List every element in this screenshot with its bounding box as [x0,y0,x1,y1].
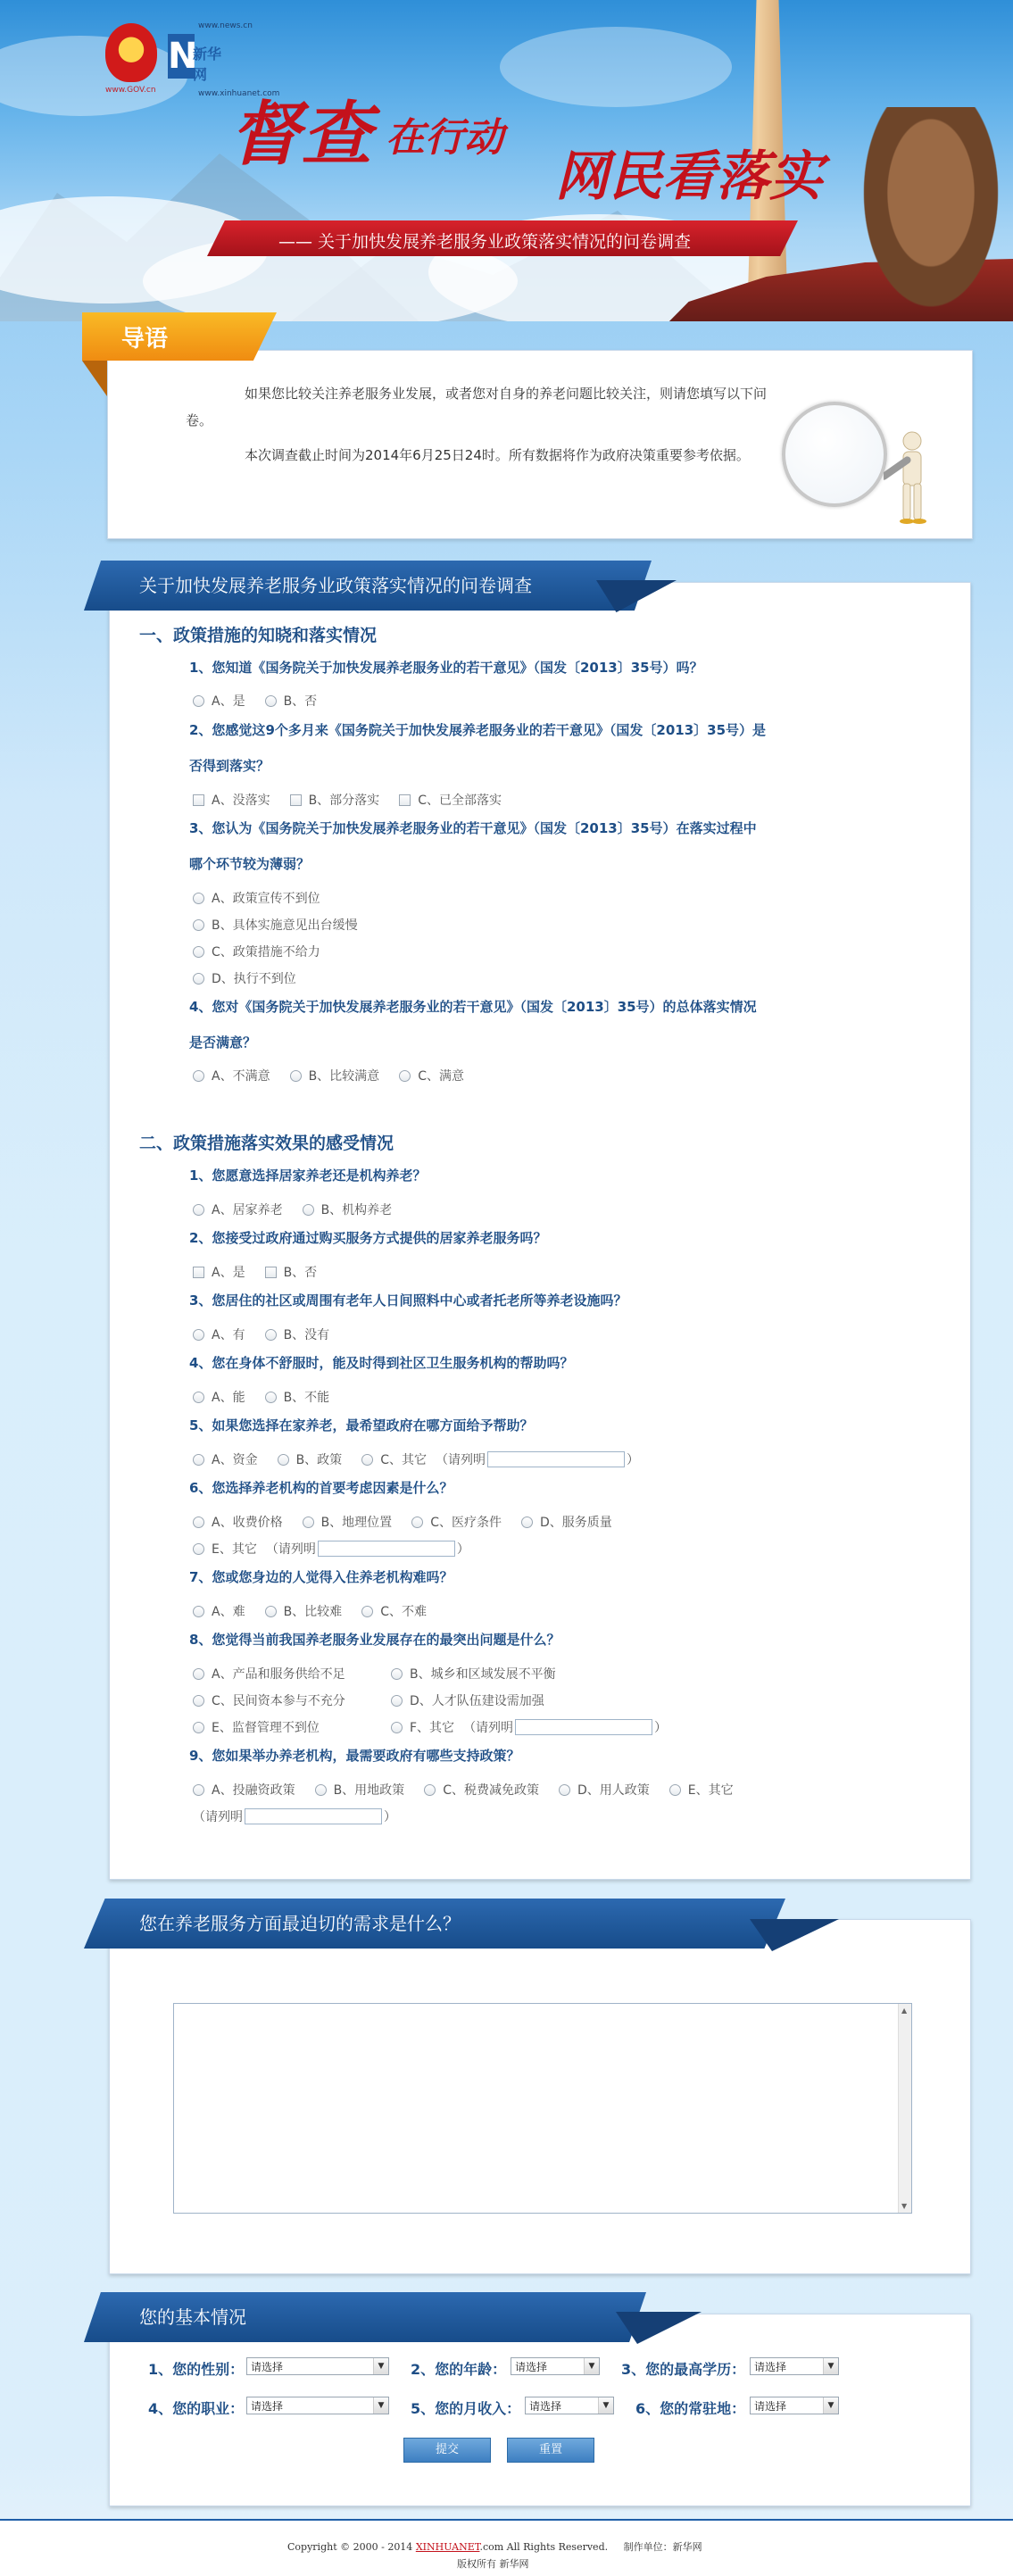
income-select[interactable] [525,2397,614,2414]
option-label: C、满意 [418,1069,464,1084]
question-2-5: 5、如果您选择在家养老，最希望政府在哪方面给予帮助？ [189,1417,534,1433]
copyright-line [287,2539,702,2554]
question-1-2: 2、您感觉这9个多月来《国务院关于加快发展养老服务业的若干意见》（国发〔2013〕35号）是 [189,722,767,738]
option-label: C、民间资本参与不充分 [212,1694,345,1708]
option-1-3-c[interactable] [193,943,320,960]
radio-icon [265,1392,277,1403]
radio-icon [193,695,204,707]
specify-input[interactable] [318,1541,455,1557]
option-radio[interactable] [193,1325,245,1343]
xinhuanet-url: www.xinhuanet.com [198,89,280,98]
question-1-3: 3、您认为《国务院关于加快发展养老服务业的若干意见》（国发〔2013〕35号）在落实过程中 [189,820,757,836]
option-label: A、难 [212,1605,245,1619]
radio-icon [193,1392,204,1403]
radio-icon [391,1722,403,1733]
page-title-in-action: 在行动 [386,115,503,161]
radio-icon [399,1070,411,1082]
news-url: www.news.cn [198,21,253,30]
intro-tag [82,312,277,361]
option-label: C、其它 [380,1453,427,1467]
options-2-8-row3 [193,1718,667,1736]
option-label: A、是 [212,1266,245,1280]
copyright-text: Copyright © 2000 - 2014 [287,2541,413,2553]
option-label: C、已全部落实 [418,794,502,808]
option-label: B、机构养老 [320,1203,393,1217]
option-label: B、城乡和区域发展不平衡 [410,1667,556,1682]
radio-icon [559,1784,570,1796]
radio-icon [424,1784,436,1796]
page-title-main: 督查 [230,95,374,175]
question-1-3-cont: 哪个环节较为薄弱？ [189,856,311,872]
page-title-netizens: 网民看落实 [555,145,823,208]
specify-close: ） [384,1810,396,1824]
radio-icon [391,1695,403,1707]
radio-icon [303,1204,314,1216]
option-label: C、医疗条件 [430,1516,502,1530]
question-2-7: 7、您或您身边的人觉得入住养老机构难吗？ [189,1569,453,1585]
option-label: B、比较难 [283,1605,343,1619]
page-subtitle: —— 关于加快发展养老服务业政策落实情况的问卷调查 [278,232,692,252]
specify-input[interactable] [245,1808,382,1824]
radio-icon [193,1606,204,1617]
radio-icon [303,1517,314,1528]
specify-input[interactable] [487,1451,625,1467]
radio-icon [193,1204,204,1216]
residence-label: 6、您的常驻地： [635,2400,746,2417]
magnifier-icon [782,402,887,507]
question-1-1: 1、您知道《国务院关于加快发展养老服务业的若干意见》（国发〔2013〕35号）吗？ [189,660,703,676]
option-radio[interactable] [411,1513,502,1531]
radio-icon [278,1454,289,1466]
option-radio[interactable] [559,1781,650,1799]
checkbox-icon [193,1267,204,1278]
option-radio[interactable] [290,1067,380,1084]
option-label: B、否 [283,1266,318,1280]
options-2-1 [193,1201,411,1218]
education-select[interactable] [750,2357,839,2375]
option-label: A、有 [212,1328,245,1342]
option-radio[interactable] [193,1718,371,1736]
scroll-down-icon[interactable]: ▼ [901,2202,908,2210]
chevron-down-icon: ▼ [373,2397,388,2414]
option-label: A、居家养老 [212,1203,283,1217]
option-label: E、其它 [212,1542,257,1557]
radio-icon [265,1606,277,1617]
option-radio[interactable] [361,1450,427,1468]
select-value: 请选择 [754,2400,787,2413]
residence-select[interactable] [750,2397,839,2414]
radio-icon [193,1329,204,1341]
option-label: A、不满意 [212,1069,270,1084]
specify-close: ） [626,1453,639,1467]
radio-icon [193,1070,204,1082]
select-value: 请选择 [529,2400,562,2413]
options-2-4 [193,1388,349,1406]
education-label: 3、您的最高学历： [621,2361,746,2378]
option-label: B、否 [283,694,318,709]
question-2-6: 6、您选择养老机构的首要考虑因素是什么？ [189,1480,453,1496]
option-radio[interactable] [193,1602,245,1620]
income-label: 5、您的月收入： [411,2400,521,2417]
radio-icon [265,1329,277,1341]
question-2-4: 4、您在身体不舒服时，能及时得到社区卫生服务机构的帮助吗？ [189,1355,574,1371]
radio-icon [193,1454,204,1466]
option-1-3-d[interactable] [193,969,296,987]
occupation-label: 4、您的职业： [148,2400,245,2417]
radio-icon [315,1784,327,1796]
submit-button[interactable]: 提交 [403,2438,491,2463]
occupation-select[interactable] [246,2397,389,2414]
option-radio[interactable] [303,1513,393,1531]
specify-close: ） [654,1721,668,1735]
option-radio[interactable] [265,1388,330,1406]
specify-label: （请列明 [435,1453,486,1467]
needs-textarea[interactable] [173,2003,912,2214]
checkbox-icon [290,794,302,806]
option-checkbox[interactable] [193,1263,245,1281]
section-2-title: 二、政策措施落实效果的感受情况 [139,1134,394,1153]
option-label: A、产品和服务供给不足 [212,1667,345,1682]
radio-icon [361,1454,373,1466]
question-1-2-cont: 否得到落实？ [189,758,270,774]
options-2-7 [193,1602,446,1620]
radio-icon [193,1543,204,1555]
option-radio[interactable] [424,1781,539,1799]
option-label: E、监督管理不到位 [212,1721,320,1735]
option-label: B、比较满意 [308,1069,380,1084]
option-radio[interactable] [193,692,245,710]
basic-info-title: 您的基本情况 [139,2306,246,2328]
option-label: B、地理位置 [320,1516,393,1530]
option-checkbox[interactable] [399,791,502,809]
radio-icon [290,1070,302,1082]
option-radio[interactable] [193,1540,257,1558]
option-radio[interactable] [193,1388,245,1406]
option-radio[interactable] [193,1201,283,1218]
specify-label: （请列明 [265,1542,316,1557]
age-select[interactable] [511,2357,600,2375]
intro-tag-fold [82,361,107,396]
option-radio[interactable] [669,1781,734,1799]
radio-icon [193,893,204,904]
options-2-9 [193,1781,753,1799]
national-emblem-icon [105,23,157,82]
option-label: B、具体实施意见出台缓慢 [212,918,358,933]
option-label: D、服务质量 [539,1516,612,1530]
option-radio[interactable] [278,1450,343,1468]
select-value: 请选择 [754,2361,787,2373]
select-value: 请选择 [251,2361,284,2373]
section-1-title: 一、政策措施的知晓和落实情况 [139,626,378,645]
intro-deadline: 本次调查截止时间为2014年6月25日24时。所有数据将作为政府决策重要参考依据。 [245,447,750,463]
reset-button[interactable]: 重置 [507,2438,594,2463]
option-label: B、没有 [283,1328,330,1342]
question-2-3: 3、您居住的社区或周围有老年人日间照料中心或者托老所等养老设施吗？ [189,1292,627,1309]
option-label: D、用人政策 [577,1783,650,1798]
option-radio[interactable] [391,1691,544,1709]
options-1-4 [193,1067,484,1084]
option-checkbox[interactable] [193,791,270,809]
copyright-owner: 版权所有 新华网 [457,2558,529,2570]
radio-icon [265,695,277,707]
option-1-3-a[interactable] [193,889,320,907]
option-label: A、投融资政策 [212,1783,295,1798]
option-radio[interactable] [265,1325,330,1343]
intro-paragraph: 如果您比较关注养老服务业发展，或者您对自身的养老问题比较关注，则请您填写以下问卷。 [186,386,768,428]
radio-icon [193,1784,204,1796]
option-checkbox[interactable] [265,1263,318,1281]
radio-icon [193,1722,204,1733]
news-logo-text: 新华网 [193,46,222,83]
option-radio[interactable] [265,1602,343,1620]
option-radio[interactable] [391,1718,454,1736]
question-1-4-cont: 是否满意？ [189,1035,257,1051]
checkbox-icon [193,794,204,806]
news-logo[interactable] [168,27,227,86]
option-label: E、其它 [687,1783,734,1798]
options-2-8-row2 [193,1691,564,1709]
radio-icon [669,1784,681,1796]
chevron-down-icon: ▼ [823,2397,838,2414]
xinhuanet-link[interactable]: XINHUANET [415,2541,480,2553]
textarea-scrollbar[interactable] [898,2004,911,2213]
specify-label: （请列明 [463,1721,514,1735]
options-2-6 [193,1513,632,1531]
option-label: F、其它 [410,1721,455,1735]
options-2-3 [193,1325,349,1343]
radio-icon [361,1606,373,1617]
option-label: B、部分落实 [308,794,380,808]
checkbox-icon [399,794,411,806]
scroll-up-icon[interactable]: ▲ [901,2007,908,2015]
chevron-down-icon: ▼ [823,2358,838,2374]
chevron-down-icon: ▼ [373,2358,388,2374]
checkbox-icon [265,1267,277,1278]
specify-label: （请列明 [193,1810,243,1824]
option-label: A、能 [212,1391,245,1405]
option-checkbox[interactable] [290,791,380,809]
option-radio[interactable] [303,1201,393,1218]
options-2-9-other [193,1807,396,1825]
gov-url: www.GOV.cn [105,86,156,95]
options-2-5 [193,1450,639,1468]
select-value: 请选择 [251,2400,284,2413]
option-radio[interactable] [399,1067,464,1084]
radio-icon [193,1668,204,1680]
option-radio[interactable] [193,1450,258,1468]
age-label: 2、您的年龄： [411,2361,507,2378]
option-radio[interactable] [521,1513,612,1531]
intro-tag-label: 导语 [121,326,169,353]
option-radio[interactable] [193,1781,295,1799]
radio-icon [193,1517,204,1528]
needs-title: 您在养老服务方面最迫切的需求是什么？ [139,1913,461,1934]
option-label: B、政策 [295,1453,343,1467]
option-radio[interactable] [193,1665,371,1683]
option-radio[interactable] [193,1067,270,1084]
radio-icon [193,919,204,931]
figure-with-magnifier-icon [884,428,937,527]
option-label: A、没落实 [212,794,270,808]
option-label: A、收费价格 [212,1516,283,1530]
option-label: B、不能 [283,1391,330,1405]
radio-icon [521,1517,533,1528]
radio-icon [411,1517,423,1528]
options-2-2 [193,1263,336,1281]
option-radio[interactable] [265,692,318,710]
option-label: B、用地政策 [333,1783,405,1798]
option-label: D、人才队伍建设需加强 [410,1694,544,1708]
gender-select[interactable] [246,2357,389,2375]
option-label: C、不难 [380,1605,427,1619]
option-radio[interactable] [315,1781,405,1799]
option-radio[interactable] [361,1602,427,1620]
option-label: A、是 [212,694,245,709]
gender-label: 1、您的性别： [148,2361,245,2378]
radio-icon [193,1695,204,1707]
question-2-8: 8、您觉得当前我国养老服务业发展存在的最突出问题是什么？ [189,1632,560,1648]
chevron-down-icon: ▼ [598,2397,613,2414]
specify-input[interactable] [515,1719,652,1735]
option-label: A、政策宣传不到位 [212,892,320,906]
question-2-2: 2、您接受过政府通过购买服务方式提供的居家养老服务吗？ [189,1230,547,1246]
options-2-6-other [193,1540,469,1558]
option-label: A、资金 [212,1453,258,1467]
select-value: 请选择 [515,2361,548,2373]
specify-close: ） [456,1542,469,1557]
survey-title: 关于加快发展养老服务业政策落实情况的问卷调查 [139,575,532,596]
option-radio[interactable] [391,1665,556,1683]
options-2-8-row1 [193,1665,576,1683]
option-label: C、税费减免政策 [443,1783,539,1798]
radio-icon [391,1668,403,1680]
stone-lion [855,107,1007,321]
option-radio[interactable] [193,1513,283,1531]
question-1-4: 4、您对《国务院关于加快发展养老服务业的若干意见》（国发〔2013〕35号）的总体落实情况 [189,999,757,1015]
radio-icon [193,946,204,958]
question-2-1: 1、您愿意选择居家养老还是机构养老？ [189,1168,427,1184]
producer-text: 制作单位：新华网 [623,2541,702,2553]
option-1-3-b[interactable] [193,916,358,934]
options-1-2 [193,791,521,809]
rights-text: .com All Rights Reserved. [479,2541,609,2553]
options-1-1 [193,692,336,710]
chevron-down-icon: ▼ [584,2358,599,2374]
news-logo-letter: N [168,36,198,77]
question-2-9: 9、您如果举办养老机构，最需要政府有哪些支持政策？ [189,1748,520,1764]
option-label: D、执行不到位 [212,972,296,986]
radio-icon [193,973,204,985]
option-label: C、政策措施不给力 [212,945,320,960]
option-radio[interactable] [193,1691,371,1709]
